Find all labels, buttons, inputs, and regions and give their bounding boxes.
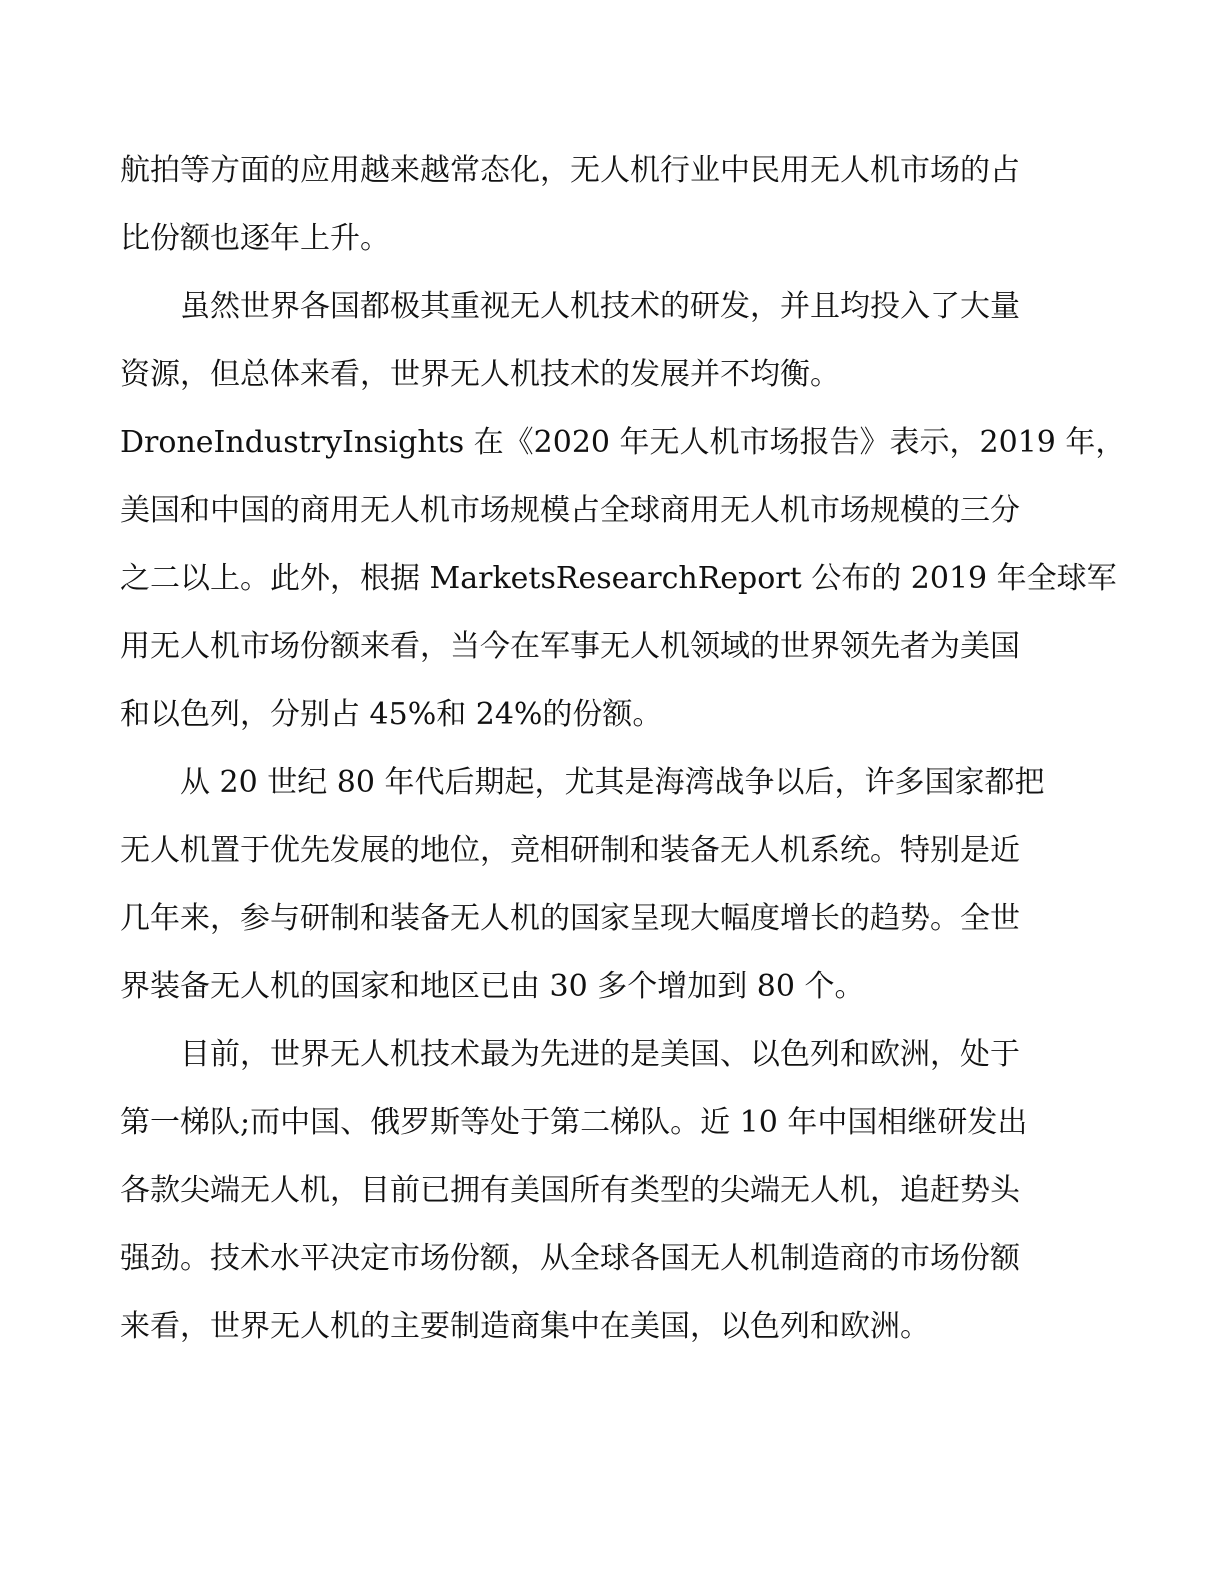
text-line: DroneIndustryInsights 在《2020 年无人机市场报告》表示，2019 年， (120, 425, 1126, 460)
text-line: 资源，但总体来看，世界无人机技术的发展并不均衡。 (120, 357, 840, 392)
text-line: 用无人机市场份额来看，当今在军事无人机领域的世界领先者为美国 (120, 629, 1020, 664)
text-line: 强劲。技术水平决定市场份额，从全球各国无人机制造商的市场份额 (120, 1241, 1020, 1276)
text-line: 第一梯队;而中国、俄罗斯等处于第二梯队。近 10 年中国相继研发出 (120, 1105, 1028, 1140)
text-line: 界装备无人机的国家和地区已由 30 多个增加到 80 个。 (120, 969, 865, 1004)
text-line: 几年来，参与研制和装备无人机的国家呈现大幅度增长的趋势。全世 (120, 901, 1020, 936)
paragraph-first-line: 虽然世界各国都极其重视无人机技术的研发，并且均投入了大量 (180, 289, 1020, 324)
text-line: 各款尖端无人机，目前已拥有美国所有类型的尖端无人机，追赶势头 (120, 1173, 1020, 1208)
text-line: 之二以上。此外，根据 MarketsResearchReport 公布的 2019 年全球军 (120, 561, 1117, 596)
text-line: 美国和中国的商用无人机市场规模占全球商用无人机市场规模的三分 (120, 493, 1020, 528)
text-line: 航拍等方面的应用越来越常态化，无人机行业中民用无人机市场的占 (120, 153, 1020, 188)
paragraph-first-line: 从 20 世纪 80 年代后期起，尤其是海湾战争以后，许多国家都把 (180, 765, 1045, 800)
text-line: 比份额也逐年上升。 (120, 221, 390, 256)
text-line: 无人机置于优先发展的地位，竞相研制和装备无人机系统。特别是近 (120, 833, 1020, 868)
paragraph-first-line: 目前，世界无人机技术最为先进的是美国、以色列和欧洲，处于 (180, 1037, 1020, 1072)
text-line: 和以色列，分别占 45%和 24%的份额。 (120, 697, 663, 732)
text-line: 来看，世界无人机的主要制造商集中在美国，以色列和欧洲。 (120, 1309, 930, 1344)
